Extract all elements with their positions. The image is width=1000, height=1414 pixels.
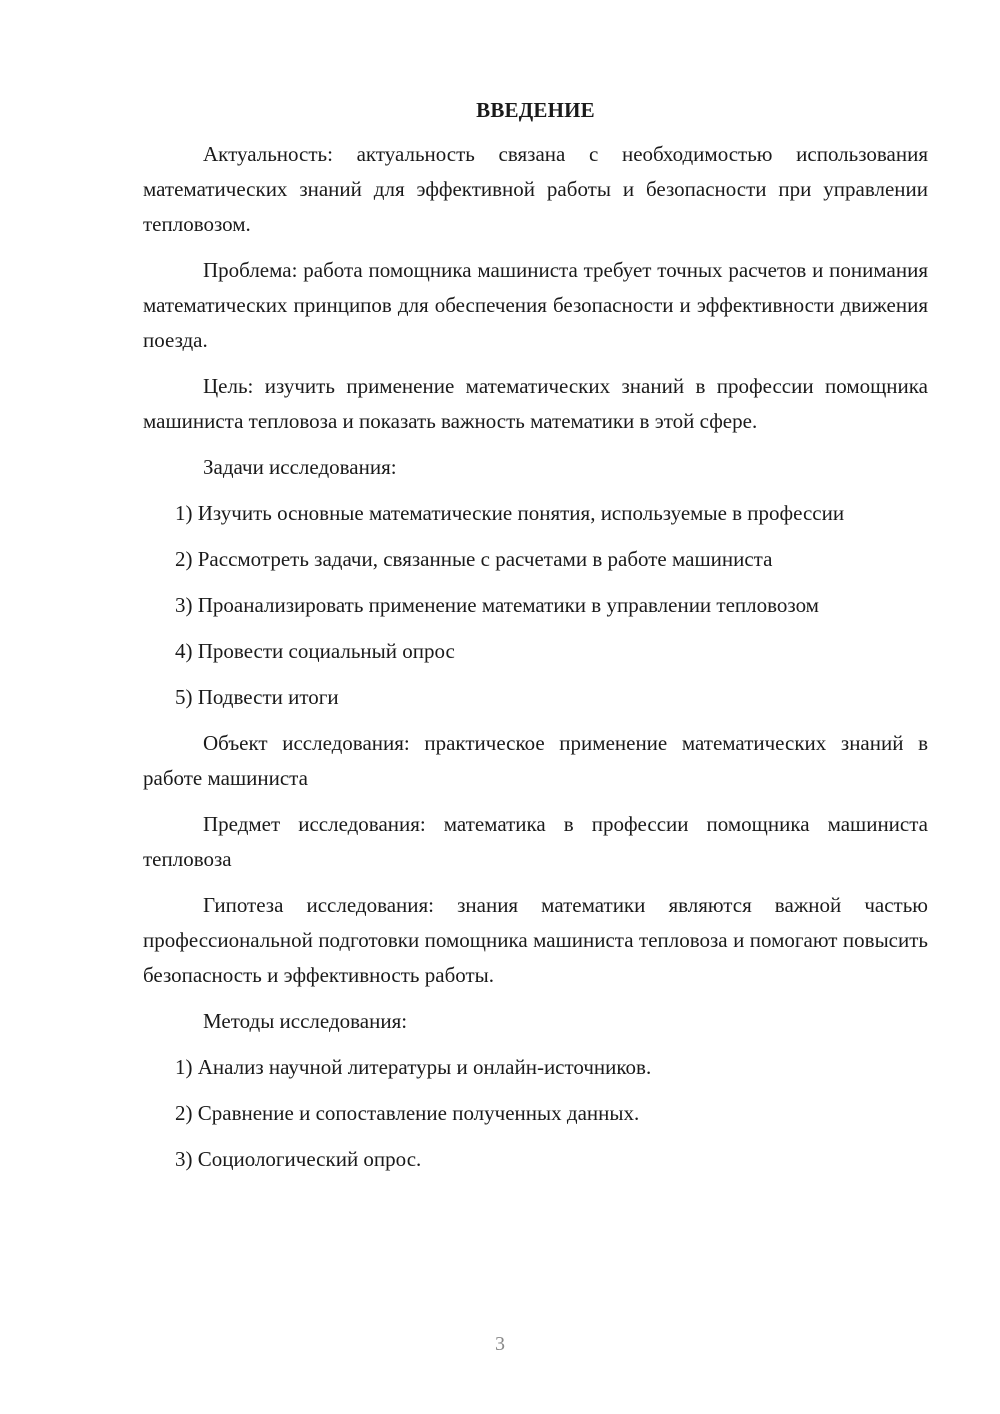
method-item: 3) Социологический опрос. [175,1147,422,1171]
method-item: 2) Сравнение и сопоставление полученных данных. [175,1101,640,1125]
method-item: 1) Анализ научной литературы и онлайн-источников. [175,1055,652,1079]
task-item: 3) Проанализировать применение математики в управлении тепловозом [175,593,819,617]
relevance-paragraph: Актуальность: актуальность связана с необходимостью использования математических знаний для эффективной работы и безопасности при управлении тепловозом. [143,142,928,236]
task-item: 1) Изучить основные математические понятия, используемые в профессии [175,501,845,525]
page-number: 3 [495,1333,505,1355]
tasks-heading: Задачи исследования: [203,455,397,479]
problem-paragraph: Проблема: работа помощника машиниста требует точных расчетов и понимания математических принципов для обеспечения безопасности и эффективности движения поезда. [143,258,928,352]
subject-paragraph: Предмет исследования: математика в профессии помощника машиниста тепловоза [143,812,928,871]
task-item: 2) Рассмотреть задачи, связанные с расчетами в работе машиниста [175,547,773,571]
hypothesis-paragraph: Гипотеза исследования: знания математики являются важной частью профессиональной подготовки помощника машиниста тепловоза и помогают повысить безопасность и эффективность работы. [143,893,928,987]
document-title: ВВЕДЕНИЕ [476,98,595,122]
goal-paragraph: Цель: изучить применение математических знаний в профессии помощника машиниста тепловоза и показать важность математики в этой сфере. [143,374,928,433]
document-page [143,93,928,1188]
methods-heading: Методы исследования: [203,1009,408,1033]
task-item: 5) Подвести итоги [175,685,339,709]
task-item: 4) Провести социальный опрос [175,639,455,663]
object-paragraph: Объект исследования: практическое применение математических знаний в работе машиниста [143,731,928,790]
